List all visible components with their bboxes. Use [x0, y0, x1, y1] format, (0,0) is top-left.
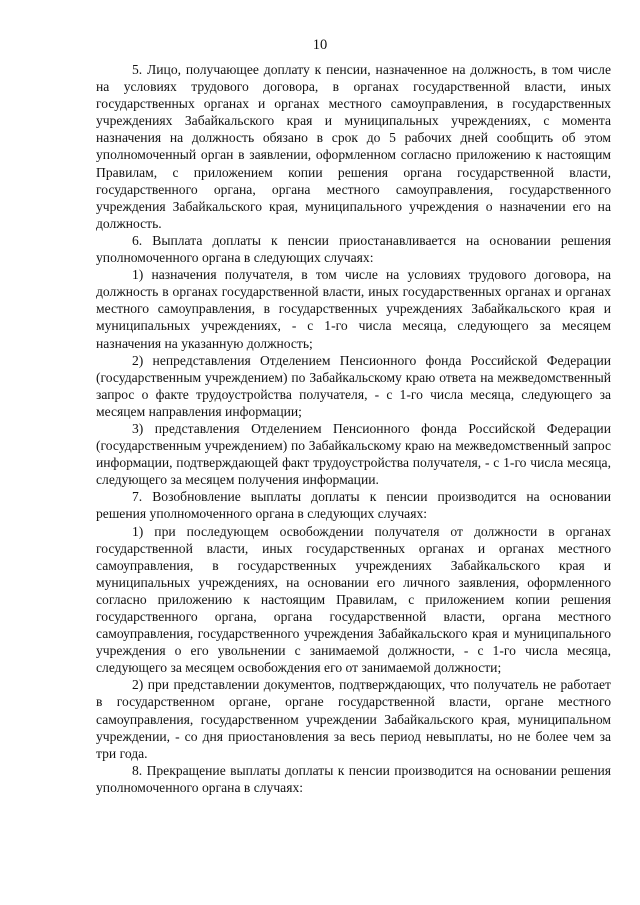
paragraph-6-item-1: 1) назначения получателя, в том числе на условиях трудового договора, на должность в органах государственной власти, иных государственных органах и органах местного самоуправления, в государственных учреждениях Забайкальского края и муниципальных учреждениях, - с 1-го числа месяца, следующего за месяцем назначения на указанную должность; — [96, 267, 611, 351]
paragraph-7: 7. Возобновление выплаты доплаты к пенсии производится на основании решения уполномоченного органа в следующих случаях: — [96, 489, 611, 522]
paragraph-6-item-3: 3) представления Отделением Пенсионного фонда Российской Федерации (государственным учреждением) по Забайкальскому краю на межведомственный запрос информации, подтверждающей факт трудоустройства получателя, - с 1-го числа месяца, следующего за месяцем получения информации. — [96, 420, 611, 488]
paragraph-6-item-2: 2) непредставления Отделением Пенсионного фонда Российской Федерации (государственным учреждением) по Забайкальскому краю ответа на межведомственный запрос о факте трудоустройства получателя, - с 1-го числа месяца, следующего за месяцем направления информации; — [96, 352, 611, 419]
paragraph-7-item-2: 2) при представлении документов, подтверждающих, что получатель не работает в государственном органе, органе государственной власти, органе местного самоуправления, государственном учреждении Забайкальского края, муниципальном учреждении, - со дня приостановления за весь период невыплаты, но не более чем за три года. — [96, 677, 611, 761]
paragraph-8: 8. Прекращение выплаты доплаты к пенсии производится на основании решения уполномоченного органа в случаях: — [96, 762, 611, 795]
page-number: 10 — [312, 37, 328, 53]
document-body — [96, 61, 611, 796]
paragraph-6: 6. Выплата доплаты к пенсии приостанавливается на основании решения уполномоченного органа в следующих случаях: — [96, 232, 611, 266]
paragraph-7-item-1: 1) при последующем освобождении получателя от должности в органах государственной власти, иных государственных органах и органах местного самоуправления, в государственных учреждениях Забайкальского края и муниципальных учреждениях, на основании его личного заявления, оформленного согласно приложению к настоящим Правилам, с приложением копии решения государственного органа, органа государственной власти, органа местного самоуправления, государственного учреждения Забайкальского края и муниципального учреждения о его увольнении с занимаемой должности, - с 1-го числа месяца, следующего за месяцем освобождения его от занимаемой должности; — [96, 523, 611, 676]
paragraph-5: 5. Лицо, получающее доплату к пенсии, назначенное на должность, в том числе на условиях трудового договора, в органах государственной власти, иных государственных органах и органах местного самоуправления, в государственных учреждениях Забайкальского края и муниципальных учреждениях, с момента назначения на должность обязано в срок до 5 рабочих дней сообщить об этом уполномоченный орган в заявлении, оформленном согласно приложению к настоящим Правилам, с приложением копии решения органа государственной власти, государственного органа, органа местного самоуправления, государственного учреждения Забайкальского края, муниципального учреждения о назначении его на должность. — [96, 62, 611, 231]
